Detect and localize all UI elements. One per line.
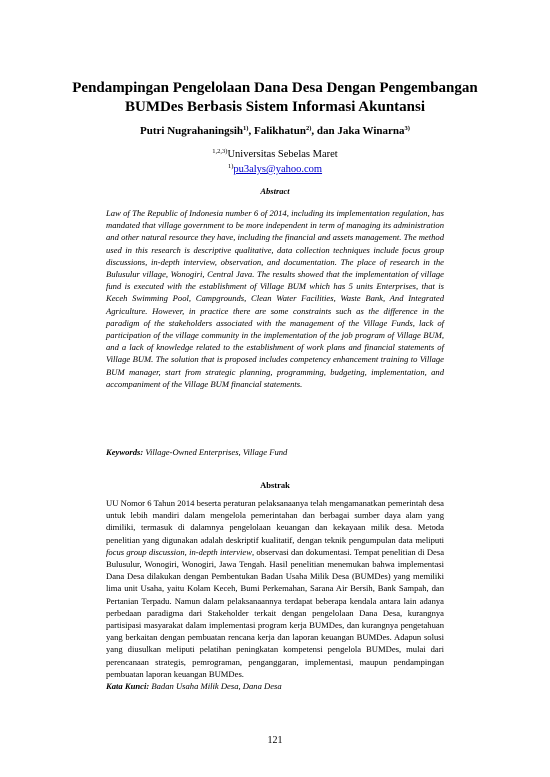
kata-kunci xyxy=(106,680,444,692)
author-name: Jaka Winarna xyxy=(337,125,405,137)
email-line xyxy=(0,163,550,177)
affiliation-marker: 1,2,3) xyxy=(212,148,228,155)
author-affiliation-marker: 2) xyxy=(305,125,312,132)
abstrak-italic-term: focus group discussion xyxy=(106,546,185,557)
keywords-value: Village-Owned Enterprises, Village Fund xyxy=(143,447,288,457)
email-link[interactable]: pu3alys@yahoo.com xyxy=(233,164,323,175)
abstrak-text: , observasi dan dokumentasi. Tempat penelitian di Desa Bulusulur, Wonogiri, Wonogiri, Jawa Tengah. Hasil penelitian menemukan bahwa implementasi Dana Desa dilakukan dengan Pembentukan Badan Usaha Milik Desa (BUMDes) yang memiliki lima unit Usaha, yaitu Kolam Keceh, Bumi Perkemahan, Sarana Air Bersih, Bank Sampah, dan Pertanian Terpadu. Namun dalam pelaksanaannya terdapat beberapa kendala antara lain adanya perbedaan paradigma dari Stakeholder terkait dengan pengelolaan Dana Desa, kurangnya partisipasi masyarakat dalam implementasi program kerja BUMDes, dan kurangnya pengetahuan yang berkaitan dengan pembuatan rencana kerja dan laporan keuangan BUMDes. Adapun solusi yang diusulkan meliputi pelatihan peningkatan kompetensi pengelola BUMDes, mulai dari perencanaan strategis, pemrograman, penganggaran, implementasi, maupun pendampingan pembuatan laporan keuangan BUMDes. xyxy=(106,546,445,679)
abstract-heading: Abstract xyxy=(260,186,290,196)
abstrak-heading: Abstrak xyxy=(260,480,290,490)
author-name: Putri Nugrahaningsih xyxy=(140,125,244,137)
kata-kunci-label: Kata Kunci: xyxy=(106,681,150,691)
keywords-label: Keywords: xyxy=(106,447,144,457)
affiliation-name: Universitas Sebelas Maret xyxy=(227,149,338,160)
author-name: Falikhatun xyxy=(253,125,306,137)
abstrak-italic-term: in-depth interview xyxy=(189,546,252,557)
author-separator: , dan xyxy=(311,125,338,137)
keywords xyxy=(106,446,444,458)
abstrak-text: UU Nomor 6 Tahun 2014 beserta peraturan pelaksanaanya telah mengamanatkan pemerintah desa untuk lebih mandiri dalam mengelola pemerintahan dan berbagai sumber daya alam yang dimiliki, termasuk di dalamnya pengelolaan keuangan dan kekayaan milik desa. Metoda penelitian yang digunakan adalah deskriptif kualitatif, dengan teknik pengumpulan data meliputi xyxy=(106,498,444,545)
page-number: 121 xyxy=(267,735,283,746)
affiliation xyxy=(0,148,550,162)
author-affiliation-marker: 3) xyxy=(404,125,410,132)
abstrak-text: , xyxy=(184,546,190,557)
title-line-1: Pendampingan Pengelolaan Dana Desa Dengan Pengembangan xyxy=(72,80,478,96)
abstrak-indonesian xyxy=(106,497,444,680)
kata-kunci-value: Badan Usaha Milik Desa, Dana Desa xyxy=(149,681,282,691)
author-affiliation-marker: 1) xyxy=(243,125,249,132)
paper-title xyxy=(0,79,550,117)
email-marker: 1) xyxy=(227,163,234,170)
author-list xyxy=(0,124,550,138)
abstract-english: Law of The Republic of Indonesia number 6 of 2014, including its implementation regulation, has mandated that village government to be more independent in term of managing its administration and other natural resource they have, including the financial and assets management. The method used in this research is descriptive qualitative, data collection techniques include focus group discussions, in-depth interview, observation, and documentation. The place of research in the Bulusulur village, Wonogiri, Central Java. The results showed that the implementation of village fund is executed with the establishment of Village BUM which has 5 units Enterprises, that is Keceh Swimming Pool, Campgrounds, Clean Water Facilities, Waste Bank, And Integrated Agriculture. However, in practice there are some constraints such as the difference in the paradigm of the stakeholders associated with the management of the Village Funds, lack of participation of the village community in the implementation of the job program of Village BUM, and a lack of knowledge related to the establishment of work plans and financial statements of Village BUM. The solution that is proposed includes competency enhancement training to Village BUM manager, start from strategic planning, programming, budgeting, implementation, and accompaniment of the Village BUM financial statements. xyxy=(106,208,444,389)
author-separator: , xyxy=(248,125,254,137)
title-line-2: BUMDes Berbasis Sistem Informasi Akuntansi xyxy=(124,99,426,115)
